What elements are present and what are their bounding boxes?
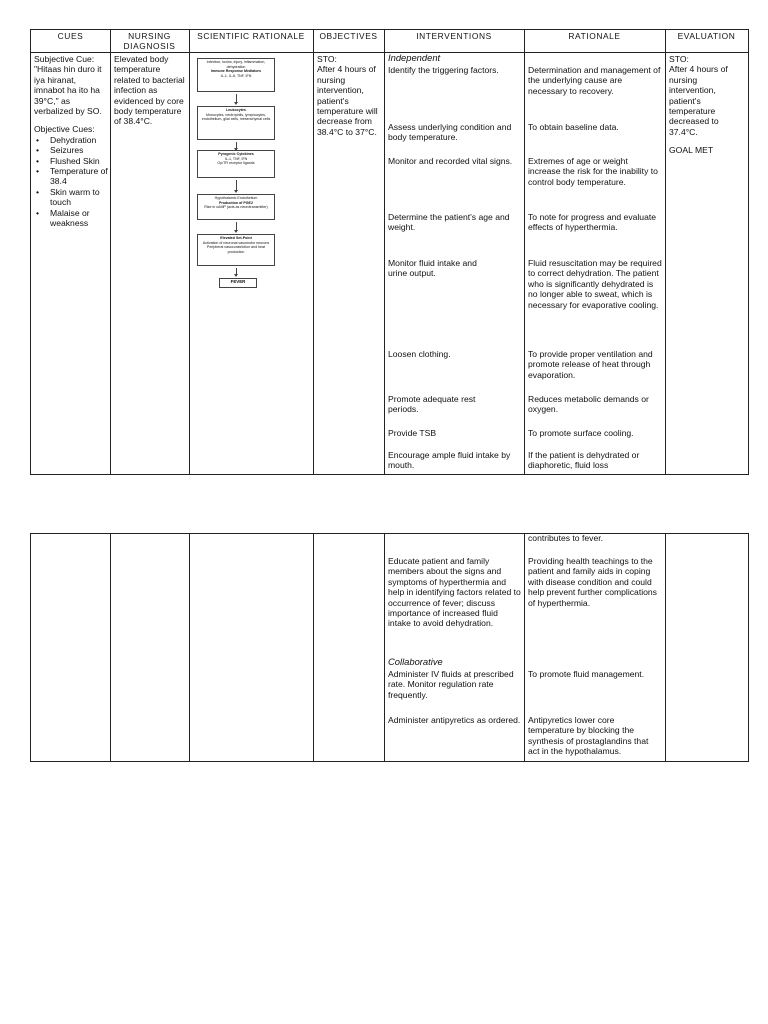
column-divider — [524, 534, 525, 761]
rationale-item: To obtain baseline data. — [528, 122, 619, 132]
column-divider — [189, 30, 190, 474]
objective-cues-list — [34, 135, 108, 229]
header-scientific-rationale: SCIENTIFIC RATIONALE — [197, 31, 305, 41]
flow-box-mediators: Infection, toxins, injury, inflammation, dehydration Immune Response Mediators IL-1, IL-6, TNF, IFN — [197, 58, 275, 92]
objectives-cell — [317, 54, 379, 137]
arrow-down-icon — [236, 180, 237, 192]
rationale-item: Providing health teachings to the patient and family aids in coping with disease condition and could help prevent further complications of hyperthermia. — [528, 556, 657, 608]
flow-box-fever: FEVER — [219, 278, 257, 288]
column-divider — [665, 534, 666, 761]
nursing-diagnosis-text: Elevated body temperature related to bacterial infection as evidenced by core body temperature of 38.4°C. — [114, 54, 185, 127]
intervention-item: Educate patient and family members about the signs and symptoms of hyperthermia and help in identifying factors related to occurrence of fever; discuss importance of increased fluid intake to avoid dehydration. — [388, 556, 521, 629]
independent-label: Independent — [388, 52, 441, 63]
column-divider — [384, 30, 385, 474]
rationale-item: Reduces metabolic demands or oxygen. — [528, 394, 649, 415]
objectives-label: STO: — [317, 54, 337, 64]
flow-box-pge2: Hypothalamic Endothelium Production of PGE2 Rise in cAMP (acts as neurotransmitter) — [197, 194, 275, 220]
column-divider — [384, 534, 385, 761]
cues-cell — [34, 54, 108, 229]
arrow-down-icon — [236, 222, 237, 232]
objectives-text: After 4 hours of nursing intervention, patient's temperature will decrease from 38.4°C to 37°C. — [317, 64, 378, 137]
column-divider — [665, 30, 666, 474]
rationale-item: To note for progress and evaluate effects of hyperthermia. — [528, 212, 657, 233]
list-item: • Seizures — [34, 145, 108, 155]
arrow-down-icon — [236, 94, 237, 104]
arrow-down-icon — [236, 142, 237, 150]
list-item: • Temperature of 38.4 — [34, 166, 108, 187]
list-item: • Dehydration — [34, 135, 108, 145]
header-rationale: RATIONALE — [568, 31, 621, 41]
intervention-item: Monitor fluid intake and urine output. — [388, 258, 477, 279]
rationale-item: contributes to fever. — [528, 533, 603, 543]
intervention-item: Administer antipyretics as ordered. — [388, 715, 521, 725]
flow-box-leukocytes: Leukocytes Monocytes, neutrophils, lymphocytes, endothelium, glial cells, mesenchymal cells — [197, 106, 275, 140]
rationale-item: If the patient is dehydrated or diaphoretic, fluid loss — [528, 450, 640, 471]
rationale-item: To provide proper ventilation and promote release of heat through evaporation. — [528, 349, 653, 380]
intervention-item: Loosen clothing. — [388, 349, 451, 359]
arrow-down-icon — [236, 268, 237, 276]
column-divider — [110, 30, 111, 474]
header-objectives: OBJECTIVES — [319, 31, 378, 41]
pathophysiology-flowchart — [194, 58, 312, 298]
rationale-item: To promote surface cooling. — [528, 428, 634, 438]
subjective-label: Subjective Cue: — [34, 54, 95, 64]
flow-box-pyrogenic-cytokines: Pyrogenic Cytokines IL-1, TNF, IFN Op/TR receptor ligands — [197, 150, 275, 178]
evaluation-cell — [669, 54, 743, 156]
collaborative-label: Collaborative — [388, 656, 443, 667]
rationale-item: Extremes of age or weight increase the risk for the inability to control body temperature. — [528, 156, 658, 187]
intervention-item: Assess underlying condition and body temperature. — [388, 122, 512, 143]
intervention-item: Identify the triggering factors. — [388, 65, 499, 75]
header-nursing-diagnosis: NURSING DIAGNOSIS — [123, 31, 176, 51]
header-cues: CUES — [57, 31, 84, 41]
rationale-item: Fluid resuscitation may be required to correct dehydration. The patient who is significantly dehydrated is no longer able to sweat, which is necessary for evaporative cooling. — [528, 258, 662, 310]
intervention-item: Monitor and recorded vital signs. — [388, 156, 513, 166]
evaluation-text: After 4 hours of nursing intervention, patient's temperature decreased to 37.4°C. — [669, 64, 728, 137]
column-divider — [313, 30, 314, 474]
intervention-item: Provide TSB — [388, 428, 437, 438]
objective-label: Objective Cues: — [34, 124, 95, 135]
intervention-item: Determine the patient's age and weight. — [388, 212, 510, 233]
list-item: • Malaise or weakness — [34, 208, 108, 229]
intervention-item: Encourage ample fluid intake by mouth. — [388, 450, 511, 471]
flow-box-elevated-set-point: Elevated Set-Point Activation of neuronal vasomotor neurons Peripheral vasoconstriction and heat production — [197, 234, 275, 266]
list-item: • Flushed Skin — [34, 156, 108, 166]
column-divider — [524, 30, 525, 474]
rationale-item: Antipyretics lower core temperature by blocking the synthesis of prostaglandins that act in the hypothalamus. — [528, 715, 649, 757]
header-interventions: INTERVENTIONS — [416, 31, 492, 41]
intervention-item: Administer IV fluids at prescribed rate. Monitor regulation rate frequently. — [388, 669, 514, 700]
evaluation-label: STO: — [669, 54, 689, 64]
intervention-item: Promote adequate rest periods. — [388, 394, 476, 415]
list-item: • Skin warm to touch — [34, 187, 108, 208]
evaluation-result: GOAL MET — [669, 145, 714, 156]
rationale-item: To promote fluid management. — [528, 669, 645, 679]
subjective-quote: "Hitaas hin duro it iya hiranat, imnabot ha ito ha 39°C," as verbalized by SO. — [34, 64, 102, 117]
rationale-item: Determination and management of the underlying cause are necessary to recovery. — [528, 65, 661, 96]
column-divider — [189, 534, 190, 761]
column-divider — [110, 534, 111, 761]
column-divider — [313, 534, 314, 761]
header-evaluation: EVALUATION — [677, 31, 736, 41]
